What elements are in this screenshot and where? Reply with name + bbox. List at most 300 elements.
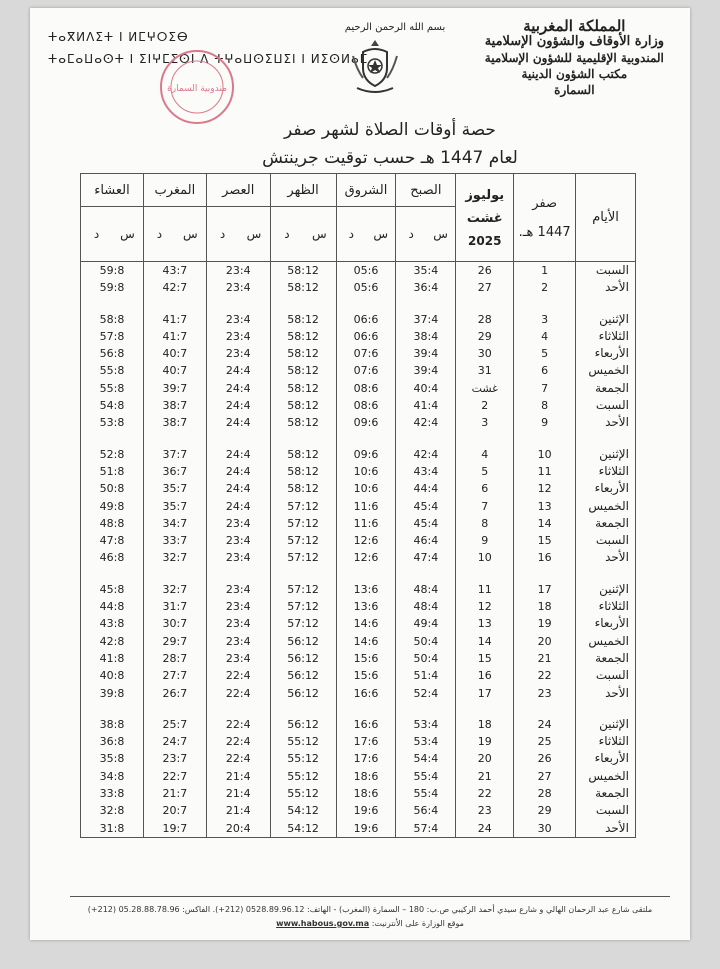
coat-of-arms-icon: [345, 36, 405, 96]
cell-fajr: 39:4: [396, 362, 456, 379]
table-row: [81, 397, 636, 414]
cell-maghrib: 22:7: [143, 768, 206, 785]
cell-day: الخميس: [576, 498, 636, 515]
cell-shuruq: [336, 567, 396, 581]
cell-maghrib: [143, 297, 206, 311]
cell-h: 22: [514, 667, 576, 684]
cell-maghrib: 29:7: [143, 633, 206, 650]
hm-asr: سد: [206, 207, 270, 262]
cell-isha: 50:8: [81, 480, 144, 497]
cell-g: 26: [456, 262, 514, 280]
cell-day: الأربعاء: [576, 615, 636, 632]
cell-day: الخميس: [576, 768, 636, 785]
cell-shuruq: 16:6: [336, 716, 396, 733]
table-spacer-row: [81, 702, 636, 716]
cell-maghrib: 42:7: [143, 279, 206, 296]
cell-asr: 21:4: [206, 785, 270, 802]
cell-day: السبت: [576, 397, 636, 414]
cell-g: 18: [456, 716, 514, 733]
table-row: [81, 685, 636, 702]
cell-maghrib: 28:7: [143, 650, 206, 667]
table-row: [81, 750, 636, 767]
cell-h: 12: [514, 480, 576, 497]
cell-g: [456, 297, 514, 311]
official-stamp: [158, 48, 236, 126]
table-row: [81, 262, 636, 280]
cell-dhuhr: 55:12: [270, 785, 336, 802]
cell-isha: 34:8: [81, 768, 144, 785]
cell-g: 9: [456, 532, 514, 549]
cell-maghrib: 43:7: [143, 262, 206, 280]
cell-h: 13: [514, 498, 576, 515]
tifinagh-line-1: ⵜⴰⴳⵍⴷⵉⵜ ⵏ ⵍⵎⵖⵔⵉⴱ: [48, 30, 189, 44]
cell-day: الجمعة: [576, 515, 636, 532]
cell-g: 28: [456, 311, 514, 328]
cell-fajr: 48:4: [396, 581, 456, 598]
cell-isha: 48:8: [81, 515, 144, 532]
cell-shuruq: 11:6: [336, 515, 396, 532]
cell-dhuhr: 58:12: [270, 414, 336, 431]
cell-asr: 23:4: [206, 650, 270, 667]
cell-fajr: 42:4: [396, 414, 456, 431]
cell-shuruq: 19:6: [336, 820, 396, 838]
cell-shuruq: 06:6: [336, 311, 396, 328]
delegation-name: المندوبية الإقليمية للشؤون الإسلامية: [484, 51, 664, 65]
cell-g: [456, 432, 514, 446]
cell-maghrib: 41:7: [143, 328, 206, 345]
cell-h: 18: [514, 598, 576, 615]
cell-dhuhr: 56:12: [270, 650, 336, 667]
cell-dhuhr: 58:12: [270, 463, 336, 480]
col-isha: العشاء: [81, 174, 144, 207]
cell-isha: 42:8: [81, 633, 144, 650]
cell-asr: 23:4: [206, 615, 270, 632]
cell-dhuhr: 58:12: [270, 362, 336, 379]
cell-day: الأحد: [576, 685, 636, 702]
cell-day: الخميس: [576, 633, 636, 650]
cell-asr: [206, 432, 270, 446]
table-row: [81, 633, 636, 650]
cell-shuruq: 08:6: [336, 380, 396, 397]
col-fajr: الصبح: [396, 174, 456, 207]
footer: [70, 896, 670, 931]
cell-isha: 59:8: [81, 279, 144, 296]
cell-h: 1: [514, 262, 576, 280]
cell-maghrib: 33:7: [143, 532, 206, 549]
cell-isha: 39:8: [81, 685, 144, 702]
cell-shuruq: 11:6: [336, 498, 396, 515]
cell-maghrib: 20:7: [143, 802, 206, 819]
cell-dhuhr: 57:12: [270, 532, 336, 549]
cell-g: 6: [456, 480, 514, 497]
col-greg-month: يوليوز: [465, 187, 505, 203]
cell-day: الإثنين: [576, 446, 636, 463]
cell-isha: 54:8: [81, 397, 144, 414]
cell-isha: 57:8: [81, 328, 144, 345]
cell-maghrib: 34:7: [143, 515, 206, 532]
cell-dhuhr: 58:12: [270, 446, 336, 463]
cell-g: 16: [456, 667, 514, 684]
table-row: [81, 820, 636, 838]
cell-asr: 23:4: [206, 598, 270, 615]
cell-day: [576, 432, 636, 446]
cell-g: 12: [456, 598, 514, 615]
cell-g: 24: [456, 820, 514, 838]
cell-isha: [81, 432, 144, 446]
cell-day: الأحد: [576, 820, 636, 838]
cell-asr: 22:4: [206, 667, 270, 684]
table-row: [81, 362, 636, 379]
city-name: السمارة: [554, 83, 595, 97]
cell-g: 31: [456, 362, 514, 379]
cell-g: 5: [456, 463, 514, 480]
table-spacer-row: [81, 432, 636, 446]
cell-h: 27: [514, 768, 576, 785]
col-hijri-month: صفر: [532, 195, 558, 211]
cell-fajr: 49:4: [396, 615, 456, 632]
basmala: بسم الله الرحمن الرحيم: [344, 22, 446, 33]
table-row: [81, 650, 636, 667]
cell-maghrib: 23:7: [143, 750, 206, 767]
cell-shuruq: 18:6: [336, 785, 396, 802]
cell-dhuhr: 58:12: [270, 380, 336, 397]
table-row: [81, 380, 636, 397]
cell-dhuhr: 58:12: [270, 480, 336, 497]
cell-h: 6: [514, 362, 576, 379]
table-row: [81, 463, 636, 480]
cell-shuruq: 17:6: [336, 733, 396, 750]
cell-shuruq: 09:6: [336, 446, 396, 463]
cell-h: [514, 297, 576, 311]
cell-fajr: 46:4: [396, 532, 456, 549]
cell-day: الجمعة: [576, 380, 636, 397]
cell-fajr: [396, 567, 456, 581]
tifinagh-line-2: ⵜⴰⵎⴰⵡⴰⵙⵜ ⵏ ⵉⵏⵖⵎⵉⵙⵏ ⴷ ⵜⵖⴰⵡⵙⵉⵡⵉⵏ ⵏ ⵍⵉⵙⵍⴰⵎ: [48, 52, 369, 66]
cell-fajr: 57:4: [396, 820, 456, 838]
cell-g: 17: [456, 685, 514, 702]
cell-dhuhr: 55:12: [270, 768, 336, 785]
cell-maghrib: 40:7: [143, 362, 206, 379]
cell-day: الأحد: [576, 414, 636, 431]
cell-isha: 33:8: [81, 785, 144, 802]
cell-fajr: [396, 702, 456, 716]
cell-isha: 40:8: [81, 667, 144, 684]
cell-maghrib: 27:7: [143, 667, 206, 684]
table-row: [81, 532, 636, 549]
cell-isha: 35:8: [81, 750, 144, 767]
cell-fajr: 52:4: [396, 685, 456, 702]
cell-h: 24: [514, 716, 576, 733]
cell-dhuhr: [270, 432, 336, 446]
cell-dhuhr: 57:12: [270, 615, 336, 632]
cell-maghrib: 35:7: [143, 498, 206, 515]
cell-dhuhr: 54:12: [270, 802, 336, 819]
cell-isha: 49:8: [81, 498, 144, 515]
cell-dhuhr: [270, 297, 336, 311]
col-days: الأيام: [576, 174, 636, 262]
cell-day: [576, 567, 636, 581]
cell-h: 2: [514, 279, 576, 296]
cell-dhuhr: 56:12: [270, 633, 336, 650]
cell-dhuhr: 56:12: [270, 716, 336, 733]
cell-asr: 24:4: [206, 397, 270, 414]
cell-h: [514, 432, 576, 446]
cell-shuruq: 10:6: [336, 480, 396, 497]
website-link[interactable]: www.habous.gov.ma: [276, 919, 370, 928]
cell-asr: 24:4: [206, 414, 270, 431]
cell-shuruq: 15:6: [336, 650, 396, 667]
cell-dhuhr: [270, 567, 336, 581]
cell-fajr: 53:4: [396, 716, 456, 733]
cell-h: 11: [514, 463, 576, 480]
cell-shuruq: 18:6: [336, 768, 396, 785]
cell-fajr: 39:4: [396, 345, 456, 362]
cell-dhuhr: 58:12: [270, 345, 336, 362]
cell-shuruq: 07:6: [336, 345, 396, 362]
cell-shuruq: 13:6: [336, 598, 396, 615]
cell-fajr: 47:4: [396, 549, 456, 566]
table-row: [81, 279, 636, 296]
cell-maghrib: 38:7: [143, 397, 206, 414]
cell-asr: 21:4: [206, 768, 270, 785]
col-greg-month2: غشت: [466, 210, 503, 226]
cell-fajr: 36:4: [396, 279, 456, 296]
cell-fajr: 45:4: [396, 498, 456, 515]
cell-isha: 31:8: [81, 820, 144, 838]
col-gregorian: [456, 174, 514, 262]
cell-dhuhr: 58:12: [270, 279, 336, 296]
page-title: حصة أوقات الصلاة لشهر صفر: [284, 120, 496, 140]
cell-g: [456, 567, 514, 581]
cell-fajr: 55:4: [396, 768, 456, 785]
table-row: [81, 667, 636, 684]
cell-dhuhr: 56:12: [270, 685, 336, 702]
cell-h: [514, 702, 576, 716]
cell-shuruq: 06:6: [336, 328, 396, 345]
cell-dhuhr: 54:12: [270, 820, 336, 838]
cell-day: الثلاثاء: [576, 463, 636, 480]
cell-asr: 22:4: [206, 750, 270, 767]
cell-g: 19: [456, 733, 514, 750]
cell-g: 21: [456, 768, 514, 785]
cell-shuruq: 05:6: [336, 279, 396, 296]
cell-maghrib: 41:7: [143, 311, 206, 328]
cell-maghrib: 21:7: [143, 785, 206, 802]
cell-shuruq: [336, 702, 396, 716]
table-row: [81, 716, 636, 733]
table-row: [81, 498, 636, 515]
cell-g: 7: [456, 498, 514, 515]
cell-day: الأربعاء: [576, 750, 636, 767]
hm-maghrib: سد: [143, 207, 206, 262]
table-row: [81, 549, 636, 566]
cell-fajr: 35:4: [396, 262, 456, 280]
cell-h: 26: [514, 750, 576, 767]
cell-dhuhr: 57:12: [270, 581, 336, 598]
cell-shuruq: 14:6: [336, 633, 396, 650]
cell-isha: 51:8: [81, 463, 144, 480]
cell-maghrib: [143, 567, 206, 581]
cell-h: 15: [514, 532, 576, 549]
cell-g: 15: [456, 650, 514, 667]
cell-asr: 24:4: [206, 446, 270, 463]
cell-isha: 38:8: [81, 716, 144, 733]
cell-dhuhr: [270, 702, 336, 716]
cell-h: 16: [514, 549, 576, 566]
cell-dhuhr: 57:12: [270, 549, 336, 566]
cell-g: 22: [456, 785, 514, 802]
cell-asr: 24:4: [206, 463, 270, 480]
cell-dhuhr: 58:12: [270, 311, 336, 328]
cell-day: الأحد: [576, 549, 636, 566]
cell-g: 20: [456, 750, 514, 767]
col-hijri-year: 1447 هـ.: [518, 224, 571, 240]
cell-day: الإثنين: [576, 581, 636, 598]
cell-shuruq: 12:6: [336, 549, 396, 566]
cell-fajr: 53:4: [396, 733, 456, 750]
cell-shuruq: 19:6: [336, 802, 396, 819]
cell-dhuhr: 58:12: [270, 328, 336, 345]
cell-shuruq: [336, 432, 396, 446]
cell-isha: 46:8: [81, 549, 144, 566]
cell-day: السبت: [576, 667, 636, 684]
cell-isha: 36:8: [81, 733, 144, 750]
cell-g: 14: [456, 633, 514, 650]
cell-isha: 52:8: [81, 446, 144, 463]
cell-h: 28: [514, 785, 576, 802]
footer-web-label: موقع الوزارة على الأنترنيت:: [371, 919, 464, 928]
cell-isha: 53:8: [81, 414, 144, 431]
cell-asr: 23:4: [206, 328, 270, 345]
table-row: [81, 311, 636, 328]
cell-dhuhr: 58:12: [270, 397, 336, 414]
cell-shuruq: 05:6: [336, 262, 396, 280]
cell-fajr: 44:4: [396, 480, 456, 497]
col-maghrib: المغرب: [143, 174, 206, 207]
cell-fajr: 50:4: [396, 650, 456, 667]
cell-dhuhr: 57:12: [270, 515, 336, 532]
cell-isha: [81, 297, 144, 311]
cell-fajr: 38:4: [396, 328, 456, 345]
cell-day: السبت: [576, 532, 636, 549]
cell-dhuhr: 55:12: [270, 733, 336, 750]
cell-h: 7: [514, 380, 576, 397]
cell-fajr: 43:4: [396, 463, 456, 480]
table-row: [81, 802, 636, 819]
cell-dhuhr: 55:12: [270, 750, 336, 767]
table-row: [81, 446, 636, 463]
cell-isha: 55:8: [81, 380, 144, 397]
ministry-header: [485, 18, 664, 98]
cell-asr: 23:4: [206, 279, 270, 296]
cell-shuruq: 09:6: [336, 414, 396, 431]
cell-day: الثلاثاء: [576, 733, 636, 750]
stamp-text: مندوبية السمارة: [167, 84, 227, 94]
cell-asr: 24:4: [206, 498, 270, 515]
cell-asr: 24:4: [206, 380, 270, 397]
cell-asr: 22:4: [206, 685, 270, 702]
cell-fajr: 55:4: [396, 785, 456, 802]
cell-isha: 55:8: [81, 362, 144, 379]
cell-g: 11: [456, 581, 514, 598]
cell-isha: 44:8: [81, 598, 144, 615]
cell-day: الأربعاء: [576, 480, 636, 497]
table-row: [81, 480, 636, 497]
table-row: [81, 768, 636, 785]
cell-asr: 23:4: [206, 345, 270, 362]
cell-day: [576, 702, 636, 716]
cell-day: الخميس: [576, 362, 636, 379]
cell-maghrib: [143, 702, 206, 716]
cell-g: 4: [456, 446, 514, 463]
cell-maghrib: 19:7: [143, 820, 206, 838]
cell-fajr: 41:4: [396, 397, 456, 414]
cell-g: 8: [456, 515, 514, 532]
cell-maghrib: [143, 432, 206, 446]
cell-fajr: 56:4: [396, 802, 456, 819]
cell-h: 23: [514, 685, 576, 702]
cell-h: 29: [514, 802, 576, 819]
col-dhuhr: الظهر: [270, 174, 336, 207]
cell-maghrib: 32:7: [143, 549, 206, 566]
cell-g: 27: [456, 279, 514, 296]
cell-h: 21: [514, 650, 576, 667]
cell-g: 2: [456, 397, 514, 414]
cell-asr: [206, 567, 270, 581]
col-asr: العصر: [206, 174, 270, 207]
cell-day: السبت: [576, 262, 636, 280]
col-hijri: [514, 174, 576, 262]
table-row: [81, 598, 636, 615]
cell-asr: 24:4: [206, 480, 270, 497]
kingdom-name: المملكة المغربية: [523, 17, 626, 35]
table-row: [81, 581, 636, 598]
cell-asr: 23:4: [206, 633, 270, 650]
cell-asr: 23:4: [206, 311, 270, 328]
cell-asr: 23:4: [206, 549, 270, 566]
hm-isha: سد: [81, 207, 144, 262]
cell-shuruq: 17:6: [336, 750, 396, 767]
cell-asr: 23:4: [206, 581, 270, 598]
cell-maghrib: 36:7: [143, 463, 206, 480]
cell-isha: 58:8: [81, 311, 144, 328]
cell-shuruq: 12:6: [336, 532, 396, 549]
table-row: [81, 733, 636, 750]
cell-day: الجمعة: [576, 650, 636, 667]
cell-h: [514, 567, 576, 581]
cell-h: 30: [514, 820, 576, 838]
cell-h: 19: [514, 615, 576, 632]
cell-maghrib: 31:7: [143, 598, 206, 615]
cell-h: 10: [514, 446, 576, 463]
hm-fajr: سد: [396, 207, 456, 262]
cell-isha: [81, 702, 144, 716]
cell-maghrib: 38:7: [143, 414, 206, 431]
cell-maghrib: 26:7: [143, 685, 206, 702]
cell-fajr: 40:4: [396, 380, 456, 397]
cell-fajr: 37:4: [396, 311, 456, 328]
cell-isha: 47:8: [81, 532, 144, 549]
cell-h: 4: [514, 328, 576, 345]
office-name: مكتب الشؤون الدينية: [521, 67, 628, 81]
table-spacer-row: [81, 567, 636, 581]
cell-day: الجمعة: [576, 785, 636, 802]
cell-maghrib: 37:7: [143, 446, 206, 463]
cell-fajr: 50:4: [396, 633, 456, 650]
cell-day: الثلاثاء: [576, 328, 636, 345]
cell-day: الإثنين: [576, 311, 636, 328]
cell-fajr: 42:4: [396, 446, 456, 463]
